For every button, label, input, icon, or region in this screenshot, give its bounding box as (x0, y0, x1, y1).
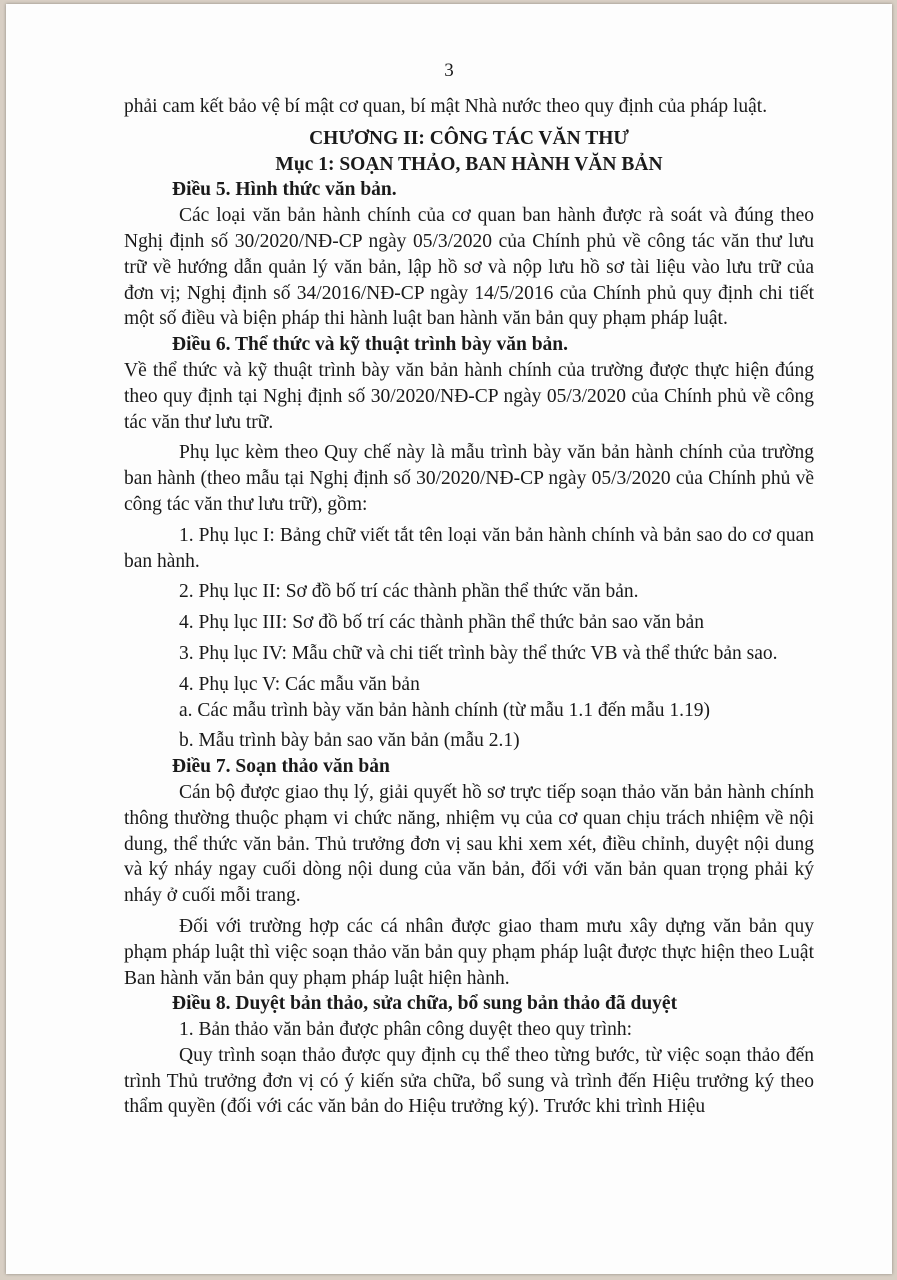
article-heading: Điều 5. Hình thức văn bản. (172, 179, 397, 201)
paragraph: Phụ lục kèm theo Quy chế này là mẫu trình bày văn bản hành chính của trường ban hành (theo mẫu tại Nghị định số 30/2020/NĐ-CP ngày 05/3/2020 của Chính phủ về công tác văn thư lưu trữ), gồm: (124, 442, 814, 515)
paragraph: phải cam kết bảo vệ bí mật cơ quan, bí mật Nhà nước theo quy định của pháp luật. (124, 96, 768, 117)
paragraph: 2. Phụ lục II: Sơ đồ bố trí các thành phần thể thức văn bản. (179, 581, 639, 603)
paragraph: a. Các mẫu trình bày văn bản hành chính (từ mẫu 1.1 đến mẫu 1.19) (179, 699, 710, 721)
section-heading: CHƯƠNG II: CÔNG TÁC VĂN THƯ (309, 127, 629, 149)
paragraph: Các loại văn bản hành chính của cơ quan ban hành được rà soát và đúng theo Nghị định số 30/2020/NĐ-CP ngày 05/3/2020 của Chính phủ về công tác văn thư lưu trữ về hướng dẫn quản lý văn bản, lập hồ sơ và nộp lưu hồ sơ tài liệu vào lưu trữ của đơn vị; Nghị định số 34/2016/NĐ-CP ngày 14/5/2016 của Chính phủ quy định chi tiết một số điều và biện pháp thi hành luật ban hành văn bản quy phạm pháp luật. (124, 205, 814, 330)
paragraph: 3. Phụ lục IV: Mẫu chữ và chi tiết trình bày thể thức VB và thể thức bản sao. (179, 642, 778, 664)
paragraph: 1. Bản thảo văn bản được phân công duyệt theo quy trình: (179, 1019, 633, 1041)
document-page (6, 4, 892, 1274)
paragraph: Về thể thức và kỹ thuật trình bày văn bản hành chính của trường được thực hiện đúng theo quy định tại Nghị định số 30/2020/NĐ-CP ngày 05/3/2020 của Chính phủ về công tác văn thư lưu trữ. (124, 359, 814, 433)
article-heading: Điều 8. Duyệt bản thảo, sửa chữa, bổ sung bản thảo đã duyệt (172, 993, 678, 1015)
paragraph: Quy trình soạn thảo được quy định cụ thể theo từng bước, từ việc soạn thảo đến trình Thủ trưởng đơn vị có ý kiến sửa chữa, bổ sung và trình đến Hiệu trưởng ký theo thẩm quyền (đối với các văn bản do Hiệu trưởng ký). Trước khi trình Hiệu (124, 1044, 814, 1118)
paragraph: 1. Phụ lục I: Bảng chữ viết tắt tên loại văn bản hành chính và bản sao do cơ quan ban hành. (124, 524, 814, 572)
section-heading: Mục 1: SOẠN THẢO, BAN HÀNH VĂN BẢN (275, 153, 663, 175)
paragraph: b. Mẫu trình bày bản sao văn bản (mẫu 2.1) (179, 730, 520, 752)
article-heading: Điều 6. Thể thức và kỹ thuật trình bày văn bản. (172, 334, 569, 356)
paragraph: 4. Phụ lục V: Các mẫu văn bản (179, 673, 420, 695)
paragraph: Cán bộ được giao thụ lý, giải quyết hồ sơ trực tiếp soạn thảo văn bản hành chính thông thường thuộc phạm vi chức năng, nhiệm vụ của cơ quan chịu trách nhiệm về nội dung, thể thức văn bản. Thủ trưởng đơn vị sau khi xem xét, điều chỉnh, duyệt nội dung và ký nháy ngay cuối dòng nội dung của văn bản, đối với văn bản quan trọng phải ký nháy ở cuối mỗi trang. (124, 781, 814, 907)
paragraph: Đối với trường hợp các cá nhân được giao tham mưu xây dựng văn bản quy phạm pháp luật thì việc soạn thảo văn bản quy phạm pháp luật được thực hiện theo Luật Ban hành văn bản quy phạm pháp luật hiện hành. (124, 915, 814, 989)
article-heading: Điều 7. Soạn thảo văn bản (172, 756, 390, 778)
paragraph: 4. Phụ lục III: Sơ đồ bố trí các thành phần thể thức bản sao văn bản (179, 612, 705, 634)
document-body (124, 94, 814, 1120)
page-number: 3 (444, 60, 454, 81)
